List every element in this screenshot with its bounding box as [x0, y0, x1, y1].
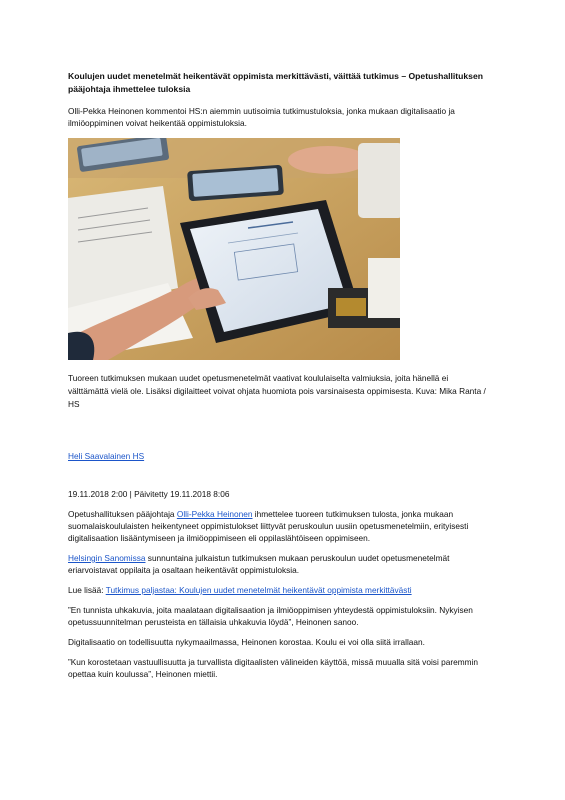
read-more-link[interactable]: Tutkimus paljastaa: Koulujen uudet menetelmät heikentävät oppimista merkittävästi [105, 585, 412, 595]
publish-date: 19.11.2018 2:00 | Päivitetty 19.11.2018 8:06 [68, 489, 230, 499]
paragraph-1-rest: ihmettelee tuoreen tutkimuksen tulosta, jonka mukaan suomalaiskoululaisten heikentyneet oppimistulokset liittyvät peruskoulun uusiin opetusmenetelmiin, erityisesti digitalisaation lisääntymiseen ja ilmiöoppimiseen eli oppilaslähtöiseen oppimiseen. [68, 509, 469, 543]
author-name[interactable]: Heli Saavalainen HS [68, 451, 145, 461]
paragraph-1-start: Opetushallituksen pääjohtaja [68, 509, 177, 519]
paragraph-2 [68, 552, 488, 576]
read-more [68, 584, 488, 596]
article-lead: Olli-Pekka Heinonen kommentoi HS:n aiemmin uutisoimia tutkimustuloksia, jonka mukaan digitalisaatio ja ilmiöoppiminen voivat heikentää oppimistuloksia. [68, 106, 455, 128]
article [68, 70, 488, 688]
author-link[interactable] [68, 451, 488, 461]
article-headline: Koulujen uudet menetelmät heikentävät oppimista merkittävästi, väittää tutkimus – Opetushallituksen pääjohtaja ihmettelee tuloksia [68, 71, 483, 94]
read-more-label: Lue lisää: [68, 585, 106, 595]
article-photo [68, 138, 400, 360]
photo-caption: Tuoreen tutkimuksen mukaan uudet opetusmenetelmät vaativat koululaiselta valmiuksia, joita hänellä ei välttämättä vielä ole. Lisäksi digilaitteet voivat ohjata huomiota pois varsinaisesta oppimisesta. Kuva: Mika Ranta / HS [68, 373, 486, 409]
newspaper-link[interactable]: Helsingin Sanomissa [68, 553, 146, 563]
paragraph-quote-1: ”En tunnista uhkakuvia, joita maalataan digitalisaation ja ilmiöoppimisen yhteydestä oppimistuloksiin. Nykyisen opetussuunnitelman perusteista en tällaisia uhkakuvia löydä”, Heinonen sanoo. [68, 605, 473, 627]
paragraph-quote-2: ”Kun korostetaan vastuullisuutta ja turvallista digitaalisten välineiden käyttöä, missä muualla sitä voisi paremmin opettaa kuin koulussa”, Heinonen miettii. [68, 657, 478, 679]
paragraph-1 [68, 508, 488, 544]
paragraph-2-rest: sunnuntaina julkaistun tutkimuksen mukaan peruskoulun uudet opetusmenetelmät eriarvoistavat oppilaita ja osaltaan heikentävät oppimistuloksia. [68, 553, 450, 575]
paragraph-5: Digitalisaatio on todellisuutta nykymaailmassa, Heinonen korostaa. Koulu ei voi olla siitä irrallaan. [68, 637, 425, 647]
person-link[interactable]: Olli-Pekka Heinonen [176, 509, 253, 519]
